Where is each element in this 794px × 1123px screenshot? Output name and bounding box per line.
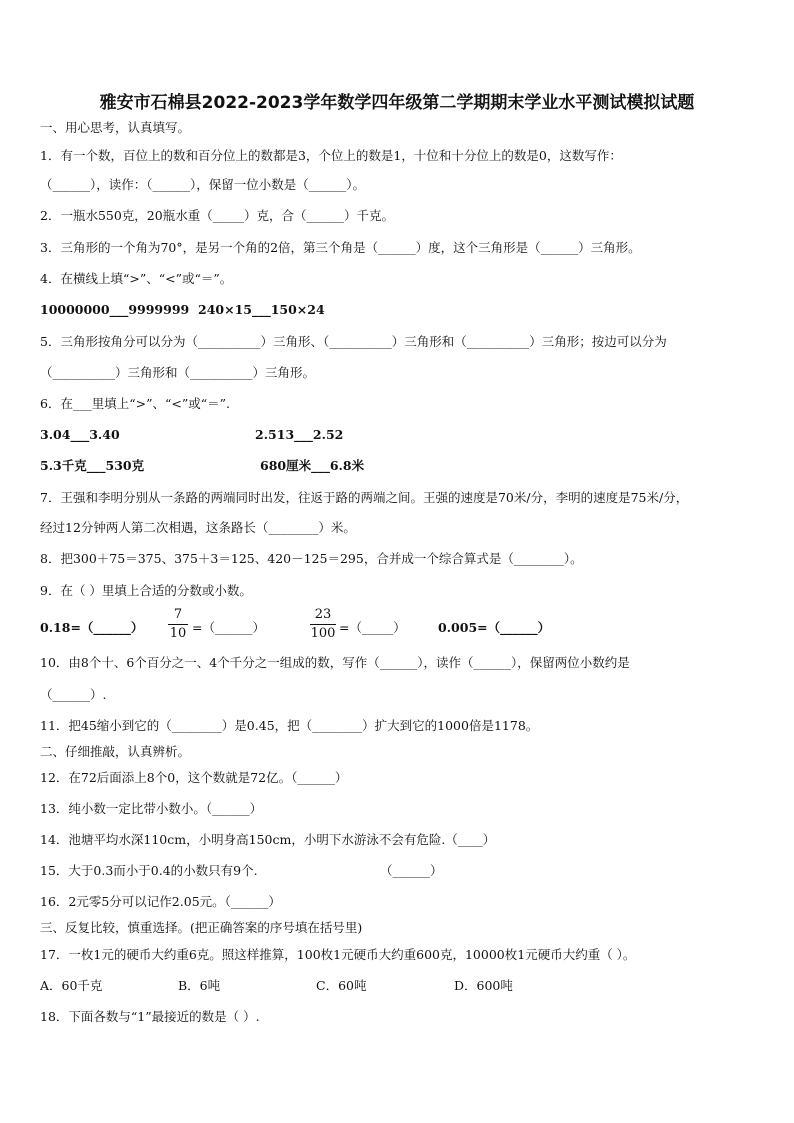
- question-4-item-2: 240×15___150×24: [198, 302, 325, 317]
- question-6-item-2: 2.513___2.52: [255, 427, 344, 442]
- question-5-line-2: （__________）三角形和（__________）三角形。: [40, 365, 316, 380]
- question-7-line-1: 7．王强和李明分别从一条路的两端同时出发，往返于路的两端之间。王强的速度是70米/分，李明的速度是75米/分，: [40, 490, 689, 505]
- question-5-line-1: 5．三角形按角分可以分为（__________）三角形、（__________）三角形和（__________）三角形；按边可以分为: [40, 334, 667, 349]
- question-18: 18．下面各数与“1”最接近的数是（ ）.: [40, 1009, 260, 1024]
- question-17-option-c: C．60吨: [316, 978, 367, 993]
- question-16: 16．2元零5分可以记作2.05元。（______）: [40, 894, 281, 909]
- question-9-fraction-1: [168, 607, 188, 642]
- question-17-option-d: D．600吨: [454, 978, 513, 993]
- fraction-2-numerator: 23: [314, 607, 332, 622]
- question-9-item-b: =（______）: [192, 620, 265, 635]
- question-12: 12．在72后面添上8个0，这个数就是72亿。（______）: [40, 770, 348, 785]
- question-13: 13．纯小数一定比带小数小。（______）: [40, 801, 263, 816]
- question-9-item-c: =（_____）: [339, 620, 406, 635]
- question-10-line-2: （______）.: [40, 687, 107, 702]
- question-6: 6．在___里填上“>”、“<”或“＝”.: [40, 396, 230, 411]
- fraction-1-numerator: 7: [173, 607, 183, 622]
- question-15-blank: （______）: [380, 863, 443, 878]
- question-6-item-1: 3.04___3.40: [40, 427, 120, 442]
- question-17-option-b: B．6吨: [178, 978, 221, 993]
- question-2: 2．一瓶水550克，20瓶水重（_____）克，合（______）千克。: [40, 208, 394, 223]
- question-1-line-2: （______），读作：（______），保留一位小数是（______）。: [40, 177, 366, 192]
- question-17: 17．一枚1元的硬币大约重6克。照这样推算，100枚1元硬币大约重600克，10000枚1元硬币大约重（ ）。: [40, 947, 636, 962]
- question-17-option-a: A．60千克: [40, 978, 103, 993]
- section-2-heading: 二、仔细推敲，认真辨析。: [40, 744, 191, 759]
- question-8: 8．把300＋75＝375、375＋3＝125、420－125＝295，合并成一个综合算式是（________）。: [40, 551, 583, 566]
- question-9-item-a: 0.18=（______）: [40, 620, 144, 635]
- question-3: 3．三角形的一个角为70°，是另一个角的2倍，第三个角是（______）度，这个三角形是（______）三角形。: [40, 240, 641, 255]
- question-7-line-2: 经过12分钟两人第二次相遇，这条路长（________）米。: [40, 520, 356, 535]
- fraction-2-denominator: 100: [310, 626, 336, 641]
- question-6-item-4: 680厘米___6.8米: [260, 458, 365, 473]
- section-3-heading: 三、反复比较，慎重选择。(把正确答案的序号填在括号里): [40, 920, 363, 935]
- fraction-1-denominator: 10: [169, 626, 187, 641]
- question-6-item-3: 5.3千克___530克: [40, 458, 145, 473]
- question-11: 11．把45缩小到它的（________）是0.45，把（________）扩大到它的1000倍是1178。: [40, 718, 539, 733]
- question-1-line-1: 1．有一个数，百位上的数和百分位上的数都是3，个位上的数是1，十位和十分位上的数是0，这数写作：: [40, 148, 622, 163]
- question-10-line-1: 10．由8个十、6个百分之一、4个千分之一组成的数，写作（______），读作（______），保留两位小数约是: [40, 655, 630, 670]
- page-title: 雅安市石棉县2022-2023学年数学四年级第二学期期末学业水平测试模拟试题: [99, 93, 695, 113]
- fraction-2-bar: [310, 624, 336, 625]
- question-14: 14．池塘平均水深110cm，小明身高150cm，小明下水游泳不会有危险.（____）: [40, 832, 496, 847]
- question-9-item-d: 0.005=（______）: [438, 620, 551, 635]
- question-4-item-1: 10000000___9999999: [40, 302, 190, 317]
- question-15: 15．大于0.3而小于0.4的小数只有9个.: [40, 863, 258, 878]
- section-1-heading: 一、用心思考，认真填写。: [40, 120, 191, 135]
- fraction-1-bar: [168, 624, 188, 625]
- question-9: 9．在（ ）里填上合适的分数或小数。: [40, 583, 252, 598]
- question-9-fraction-2: [310, 607, 336, 642]
- question-4: 4．在横线上填“>”、“<”或“＝”。: [40, 271, 233, 286]
